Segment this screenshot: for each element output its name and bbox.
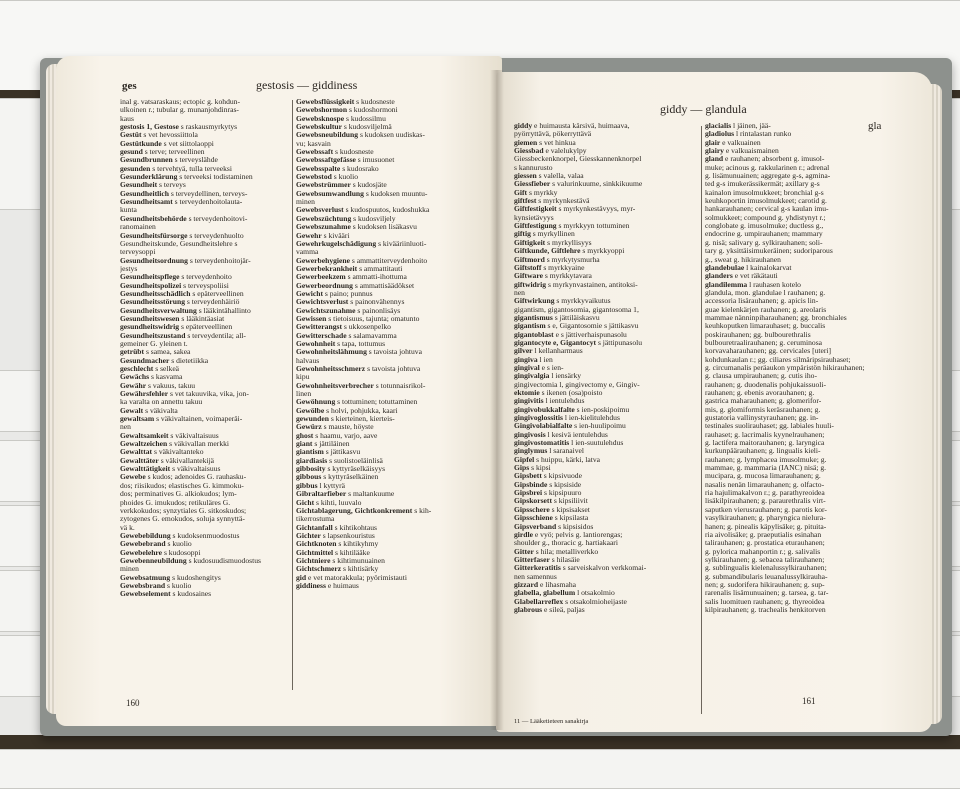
- entry-line: Giftwirkung s myrkkyvaikutus: [514, 297, 611, 306]
- entry-line: gingivostomatitis l ien-suutulehdus: [514, 439, 624, 448]
- entry-line: gingivosis l kesivä ientulehdus: [514, 430, 608, 439]
- entry-line: giddiness e huimaus: [296, 581, 359, 590]
- book-gutter: [490, 70, 504, 730]
- entry-line: gizzard e lihasmaha: [514, 580, 577, 589]
- entry-line: Gipsverband s kipsisidos: [514, 522, 594, 531]
- entry-line: gingiva l ien: [514, 355, 553, 364]
- entry-line: getrübt s samea, sakea: [120, 348, 191, 357]
- entry-line: ginglymus l saranaivel: [514, 447, 585, 456]
- running-head-left: gestosis — giddiness: [256, 78, 358, 92]
- entry-line: Gewölbe s holvi, pohjukka, kaari: [296, 406, 398, 415]
- entry-line: Gichtmittel s kihtilääke: [296, 548, 370, 557]
- entry-line: gingivobukkalfalte s ien-poskipoimu: [514, 405, 630, 414]
- entry-line: Gewehr s kivääri: [296, 231, 350, 240]
- entry-line: Gewitterangst s ukkosenpelko: [296, 323, 391, 332]
- entry-line: gingivectomia l, gingivectomy e, Gingiv-: [514, 380, 640, 389]
- entry-line: giardiasis s suolistoeläinlisä: [296, 456, 383, 465]
- entry-line: giddy e huimausta kärsivä, huimaava,: [514, 122, 630, 130]
- entry-line: rauhanen; g. duodenalis pohjukaissuoli-: [705, 380, 827, 389]
- entry-line: tikerrostuma: [296, 515, 335, 524]
- entry-line: gesunden s tervehtyä, tulla terveeksi: [120, 164, 232, 173]
- entry-line: Gesundbrunnen s terveyslähde: [120, 156, 218, 165]
- entry-line: Gewebskultur s kudosviljelmä: [296, 123, 392, 132]
- entry-line: Gestütkunde s vet siittolaoppi: [120, 139, 214, 148]
- entry-line: giemen s vet hinkua: [514, 138, 576, 147]
- entry-line: Gewebszunahme s kudoksen lisäkasvu: [296, 223, 417, 232]
- entry-line: Gesundheitsfürsorge s terveydenhuolto: [120, 231, 244, 240]
- entry-line: Gewebe s kudos; adenoides G. rauhasku-: [120, 473, 247, 482]
- entry-line: Gitterfaser s hilasäie: [514, 555, 580, 564]
- entry-line: Gesundheitskunde, Gesundheitslehre s: [120, 239, 238, 248]
- entry-line: g. lactifera maitorauhanen; g. laryngica: [705, 439, 825, 448]
- entry-line: s kannurusto: [514, 163, 553, 172]
- entry-line: gewaltsam s väkivaltainen, voimaperäi-: [120, 415, 243, 424]
- entry-line: Gewebsbrand s kuolio: [120, 581, 192, 590]
- entry-line: minen: [296, 198, 315, 207]
- entry-line: shoulder g., thoracic g. hartiakaari: [514, 539, 618, 548]
- entry-line: Gewichtsverlust s painonvähennys: [296, 298, 405, 307]
- entry-line: rauhanen; g. lymphacea imusolmuke; g.: [705, 455, 827, 464]
- entry-line: Gichtschmerz s kihtisärky: [296, 565, 379, 574]
- entry-line: giessen s valella, valaa: [514, 172, 584, 181]
- entry-line: glacialis l jäinen, jää-: [705, 122, 771, 130]
- right-page: [496, 72, 932, 732]
- entry-line: Gewohnheitsschmerz s tavoista johtuva: [296, 365, 421, 373]
- entry-line: gid e vet matorakkula; pyörimistauti: [296, 573, 407, 582]
- entry-line: Gipsbinde s kipsiside: [514, 480, 582, 489]
- entry-line: terveysoppi: [120, 248, 156, 257]
- entry-line: kipu: [296, 373, 310, 382]
- entry-line: Gewichtszunahme s painonlisäys: [296, 306, 401, 315]
- entry-line: Gewebsumwandlung s kudoksen muuntu-: [296, 189, 428, 198]
- entry-line: Gestüt s vet hevossiittola: [120, 131, 198, 140]
- entry-line: vä k.: [120, 523, 135, 532]
- entry-line: rauhaset; g. lacrimalis kyynelrauhanen;: [705, 430, 825, 439]
- entry-line: g. submandibularis leuanalussylkirauha-: [705, 572, 828, 581]
- entry-line: glabrous e sileä, paljas: [514, 605, 585, 614]
- entry-line: Gipsbrei s kipsipuuro: [514, 489, 582, 498]
- entry-line: saputken vierusrauhanen; g. parotis kor-: [705, 505, 827, 514]
- entry-line: Gesundheitsschädlich s epäterveellinen: [120, 289, 244, 298]
- entry-line: dos; perminatives G. alkiokudos; lym-: [120, 490, 237, 499]
- entry-line: hankarauhanen; cervical g-s kaulan imu-: [705, 205, 829, 214]
- entry-line: Gewohnheit s tapa, tottumus: [296, 339, 386, 348]
- entry-line: gibbous s kyttyräselkäinen: [296, 473, 379, 482]
- entry-line: Gipsbett s kipsivuode: [514, 472, 582, 481]
- entry-line: glandilemma l rauhasen kotelo: [705, 280, 801, 289]
- entry-line: vasylkirauhanen; g. pharyngica nielura-: [705, 514, 826, 523]
- entry-line: kurkunpäärauhanen; g. lingualis kieli-: [705, 447, 821, 456]
- entry-line: Gichtniere s kihtimunuainen: [296, 556, 385, 565]
- entry-line: glairy e valkuaismainen: [705, 147, 779, 156]
- entry-line: Giftkunde, Giftlehre s myrkkyoppi: [514, 247, 625, 256]
- entry-line: ulkoinen r.; tubular g. munanjohdinras-: [120, 106, 239, 115]
- entry-line: girdle e vyö; pelvis g. lantiorengas;: [514, 530, 623, 539]
- entry-line: g. clausa umpirauhanen; g. cutis iho-: [705, 372, 817, 381]
- entry-line: Gewebenneubildung s kudosuudismuodostus: [120, 556, 261, 565]
- entry-line: ted g-s imukerässikermät; axillary g-s: [705, 180, 820, 189]
- entry-line: verkkokudos; synzytiales G. sitkoskudos;: [120, 506, 247, 515]
- entry-line: nen: [120, 423, 131, 432]
- entry-line: Gewöhnung s tottuminen; totuttaminen: [296, 398, 418, 407]
- entry-line: halvaus: [296, 356, 320, 365]
- left-column-1: [120, 98, 288, 698]
- entry-line: gingivalgia l iensärky: [514, 372, 582, 381]
- entry-line: kunta: [120, 206, 137, 215]
- entry-line: Gewalttätigkeit s väkivaltaisuus: [120, 465, 221, 474]
- entry-line: Gewähr s vakuus, takuu: [120, 381, 196, 390]
- entry-line: Gipfel s huippu, kärki, latva: [514, 455, 601, 464]
- entry-line: jestys: [120, 264, 138, 273]
- entry-line: Gesundheitszustand s terveydentila; all-: [120, 331, 246, 340]
- entry-line: zytogenes G. emokudos, soluja synnyttä-: [120, 515, 245, 524]
- entry-line: Gesundheitsordnung s terveydenhoitojär-: [120, 256, 251, 265]
- entry-line: ria hajulimakalvon r.; g. parathyreoidea: [705, 489, 825, 498]
- blind-gap: [0, 735, 960, 749]
- entry-line: Gewebelehre s kudosoppi: [120, 548, 201, 557]
- entry-line: Giftigkeit s myrkyllisyys: [514, 238, 592, 247]
- entry-line: tary g. yksittäisimukeräinen; sudoriparous: [705, 247, 833, 256]
- entry-line: accessoria lisärauhanen; g. apicis lin-: [705, 297, 819, 306]
- entry-line: g. lisämunuainen; aggregate g-s, agmina-: [705, 172, 831, 181]
- entry-line: nen: [514, 288, 525, 297]
- entry-line: Gewebsknospe s kudossilmu: [296, 114, 386, 123]
- entry-line: g., sweat g. hikirauhanen: [705, 255, 781, 264]
- entry-line: talirauhanen; g. prostatica eturauhanen;: [705, 539, 825, 548]
- entry-line: Gewaltsamkeit s väkivaltaisuus: [120, 431, 219, 440]
- entry-line: Gewohnheitslähmung s tavoista johtuva: [296, 348, 422, 357]
- entry-line: keuhkoputken limarauhaset; g. buccalis: [705, 322, 826, 331]
- entry-line: Gewebebrand s kuolio: [120, 540, 192, 549]
- entry-line: Gesundheitsamt s terveydenhoitolauta-: [120, 198, 243, 207]
- entry-line: glabella, glabellum l otsakolmio: [514, 589, 615, 598]
- entry-line: muke; acinous g. rakkularinen r.; adrenal: [705, 163, 830, 172]
- entry-line: linen: [296, 390, 312, 399]
- entry-line: endocrine g. umpirauhanen; mammary: [705, 230, 823, 239]
- entry-line: sylkirauhanen; g. sebacea talirauhanen;: [705, 555, 825, 564]
- entry-line: mammae nänninpiharauhanen; gg. bronchiales: [705, 313, 847, 322]
- entry-line: gesund s terve; terveellinen: [120, 148, 205, 157]
- entry-line: Gichter s lapsenkouristus: [296, 531, 375, 540]
- entry-line: Gewicht s paino; punnus: [296, 289, 373, 298]
- entry-line: Gichtknoten s kihtikyhmy: [296, 540, 379, 549]
- guide-word-right: gla: [868, 120, 882, 132]
- entry-line: dos; riisikudos; elastisches G. kimmoku-: [120, 481, 244, 490]
- entry-line: gewunden s kierteinen, kierteis-: [296, 415, 395, 424]
- entry-line: Gewalttäter s väkivallantekijä: [120, 456, 215, 465]
- entry-line: nasalis nenän limarauhanen; g. olfacto-: [705, 480, 825, 489]
- entry-line: gastrica maharauhanen; g. glomerifor-: [705, 397, 822, 406]
- entry-line: Gingivolabialfalte s ien-huulipoimu: [514, 422, 626, 431]
- entry-line: Gewebebildung s kudoksenmuodostus: [120, 531, 240, 540]
- entry-line: gigantoblast e s jättiverhaispunasolu: [514, 330, 627, 339]
- entry-line: Gewächs s kasvama: [120, 373, 183, 382]
- entry-line: glanders e vet räkätauti: [705, 272, 778, 281]
- entry-line: Gesundheitsverwaltung s lääkintähallinto: [120, 306, 251, 315]
- entry-line: guae kielenkärjen rauhanen; g. areolaris: [705, 305, 827, 314]
- entry-line: Giessbad e valelukylpy: [514, 147, 587, 156]
- entry-line: Gewebszüchtung s kudosviljely: [296, 214, 396, 223]
- entry-line: Giftmord s myrkytysmurha: [514, 255, 600, 264]
- entry-line: kohdunkaulan r.; gg. ciliares silmäripsirauhaset;: [705, 355, 851, 364]
- right-column-2: [705, 122, 875, 716]
- entry-line: ranomainen: [120, 223, 156, 232]
- entry-line: gladiolus l rintalastan runko: [705, 130, 792, 139]
- window-blind-slat: [0, 749, 960, 789]
- entry-line: Gewebselement s kudosaines: [120, 590, 212, 599]
- entry-line: Gewebsatmung s kudoshengitys: [120, 573, 221, 582]
- entry-line: Gipsschiene s kipsilasta: [514, 514, 589, 523]
- entry-line: Gewalt s väkivalta: [120, 406, 178, 415]
- column-divider: [292, 100, 293, 690]
- entry-line: Giftfestigung s myrkkyyn tottuminen: [514, 222, 630, 231]
- entry-line: Gewerbeordnung s ammattisäädökset: [296, 281, 415, 290]
- entry-line: Gesundheitsbehörde s terveydenhoitovi-: [120, 214, 248, 223]
- entry-line: giantism s jättikasvu: [296, 448, 361, 457]
- entry-line: Gewalttat s väkivaltanteko: [120, 448, 204, 457]
- entry-line: kilpirauhanen; g. trachealis henkitorven: [705, 605, 826, 614]
- entry-line: gemeiner G. yleinen t.: [120, 339, 188, 348]
- entry-line: Gewährsfehler s vet takuuvika, vika, jon-: [120, 390, 249, 399]
- entry-line: phoides G. imukudos; retikuläres G.: [120, 498, 231, 507]
- entry-line: g. pylorica mahanportin r.; g. salivalis: [705, 547, 821, 556]
- entry-line: gingivitis l ientulehdus: [514, 397, 585, 406]
- entry-line: Gesundheitspflege s terveydenhoito: [120, 273, 232, 282]
- entry-line: Gichtablagerung, Gichtkonkrement s kih-: [296, 506, 432, 515]
- signature-line: 11 — Lääketieteen sanakirja: [514, 718, 589, 725]
- entry-line: nen samennus: [514, 572, 557, 581]
- entry-line: rarenalis lisämunuainen; g. tarsea, g. tar-: [705, 589, 829, 598]
- entry-line: inal g. vatsaraskaus; ectopic g. kohdun-: [120, 98, 240, 106]
- entry-line: lisäkilpirauhanen; g. paraurethralis virt-: [705, 497, 826, 506]
- entry-line: poskirauhanen; gg. bulbourethralis: [705, 330, 811, 339]
- entry-line: korvavaharauhanen; gg. cervicales [uteri]: [705, 347, 832, 356]
- entry-line: kynsietävyys: [514, 213, 554, 222]
- entry-line: gibbus l kyttyrä: [296, 481, 345, 490]
- entry-line: kainalon imusolmukkeet; bronchial g-s: [705, 188, 824, 197]
- entry-line: minen: [120, 565, 139, 574]
- entry-line: Gicht s kihti, luuvalo: [296, 498, 362, 507]
- entry-line: Gewerbekrankheit s ammattitauti: [296, 264, 403, 273]
- entry-line: giant s jättiläinen: [296, 440, 350, 449]
- entry-line: g. circumanalis peräaukon ympäristön hikirauhanen;: [705, 363, 865, 372]
- entry-line: Giessfieber s valurinkuume, sinkkikuume: [514, 180, 643, 189]
- entry-line: testinales suolirauhaset; gg. labiales huuli-: [705, 422, 834, 431]
- entry-line: mis, g. glomiformis keräsrauhanen; g.: [705, 405, 821, 414]
- entry-line: ria aivolisäke; g. praeputialis esinahan: [705, 530, 822, 539]
- entry-line: ka varalta on annettu takuu: [120, 398, 203, 407]
- entry-line: Gewebsverlust s kudospuutos, kudoshukka: [296, 206, 430, 215]
- entry-line: conglobate g. imusolmuke; ductless g.,: [705, 222, 824, 231]
- entry-line: Gewebssaftgefässe s imusuonet: [296, 156, 395, 165]
- entry-line: pyörryttävä, pökerryttävä: [514, 130, 592, 139]
- entry-line: Gitter s hila; metalliverkko: [514, 547, 599, 556]
- entry-line: gigantismus s jättiläiskasvu: [514, 313, 600, 322]
- entry-line: bulbouretraalirauhanen; g. ceruminosa: [705, 338, 823, 347]
- entry-line: Gewürz s mauste, höyste: [296, 423, 374, 432]
- entry-line: Gewitterschade s salamavamma: [296, 331, 397, 340]
- entry-line: glandula, mon. glandulae l rauhanen; g.: [705, 288, 826, 297]
- entry-line: Gichtanfall s kihtikohtaus: [296, 523, 378, 532]
- entry-line: gustatoria vallinystyrauhanen; gg. in-: [705, 414, 819, 423]
- entry-line: mucipara, g. mucosa limarauhanen; g.: [705, 472, 821, 481]
- entry-line: Giftstoff s myrkkyaine: [514, 263, 585, 272]
- entry-line: gingival e s ien-: [514, 363, 564, 372]
- entry-line: glandebulae l kainalokarvat: [705, 263, 792, 272]
- right-column-1: [514, 122, 698, 716]
- entry-line: gilver l kellanharmaus: [514, 347, 583, 356]
- entry-line: vu; kasvain: [296, 139, 331, 148]
- entry-line: geschlecht s selkeä: [120, 365, 180, 373]
- running-head-right: giddy — glandula: [660, 102, 747, 116]
- entry-line: Giftware s myrkkytavara: [514, 272, 592, 281]
- entry-line: Gitterkeratitis s sarveiskalvon verkkomai-: [514, 564, 647, 573]
- entry-line: rauhanen; g. ebenis avorauhanen; g.: [705, 389, 815, 397]
- entry-line: Gesundheitspolizei s terveyspoliisi: [120, 281, 229, 290]
- entry-line: nen; g. sudorifera hikirauhanen; g. sup-: [705, 580, 825, 589]
- entry-line: Gesundheit s terveys: [120, 181, 186, 190]
- entry-line: giftfest s myrkynkestävä: [514, 197, 590, 206]
- entry-line: g. sublingualis kielenalussylkirauhanen;: [705, 564, 827, 573]
- entry-line: Gesundheitsstörung s terveydenhäiriö: [120, 298, 240, 307]
- entry-line: Gipskorsett s kipsiliivit: [514, 497, 588, 506]
- entry-line: Giftfestigkeit s myrkynkestävyys, myr-: [514, 205, 636, 214]
- entry-line: Gewebshormon s kudoshormoni: [296, 106, 398, 115]
- entry-line: Gewebsneubildung s kudoksen uudiskas-: [296, 131, 425, 140]
- entry-line: solmukkeet; compound g. yhdistynyt r.;: [705, 213, 826, 222]
- entry-line: Glabellarreflex s otsakolmioheijaste: [514, 597, 627, 606]
- entry-line: Gewebstod s kuolio: [296, 173, 359, 182]
- entry-line: giftwidrig s myrkynvastainen, antitoksi-: [514, 280, 638, 289]
- entry-line: gingivoglossitis l ien-kielitulehdus: [514, 414, 620, 423]
- guide-word-left: ges: [122, 80, 137, 92]
- entry-line: Gewissen s tietoisuus, tajunta; omatunto: [296, 314, 420, 323]
- entry-line: gestosis 1, Gestose s raskausmyrkytys: [120, 123, 238, 132]
- entry-line: gigantocyte e, Gigantocyt s jättipunasolu: [514, 338, 643, 347]
- left-page: [56, 56, 502, 726]
- entry-line: hanen; g. pinealis käpylisäke; g. pituita-: [705, 522, 827, 531]
- entry-line: Gesundheitlich s terveydellinen, terveys-: [120, 189, 248, 198]
- entry-line: gesundheitswidrig s epäterveellinen: [120, 323, 233, 332]
- left-column-2: [296, 98, 476, 698]
- entry-line: Gewohnheitsverbrecher s totunnaisrikol-: [296, 381, 426, 390]
- entry-line: Gewehrkugelschädigung s kivääriinluoti-: [296, 239, 427, 248]
- page-number-right: 161: [802, 696, 816, 706]
- entry-line: Gesundheitswesen s lääkintäasiat: [120, 314, 225, 323]
- entry-line: mammae, g. mammaria (IANC) nisä; g.: [705, 464, 827, 473]
- entry-line: Gewebstrümmer s kudosjäte: [296, 181, 387, 190]
- entry-line: Gewebsflüssigkeit s kudosneste: [296, 98, 395, 106]
- entry-line: Gewebsspalte s kudosrako: [296, 164, 379, 173]
- entry-line: gibbosity s kyttyräselkäisyys: [296, 465, 386, 474]
- entry-line: ektomie s ikenen (osa)poisto: [514, 389, 603, 397]
- entry-line: Gewebssaft s kudosneste: [296, 148, 374, 157]
- entry-line: ghost s haamu, varjo, aave: [296, 431, 378, 440]
- entry-line: gigantism, gigantosomia, gigantosoma 1,: [514, 305, 639, 314]
- entry-line: Gips s kipsi: [514, 464, 551, 473]
- entry-line: Gewerbehygiene s ammattiterveydenhoito: [296, 256, 428, 265]
- entry-line: g. nisä; salivary g. sylkirauhanen; soli-: [705, 238, 823, 247]
- entry-line: Gift s myrkky: [514, 188, 558, 197]
- entry-line: Gewaltzeichen s väkivallan merkki: [120, 440, 230, 449]
- entry-line: gigantism s e, Gigantosomie s jättikasvu: [514, 322, 639, 331]
- entry-line: glair e valkuainen: [705, 138, 761, 147]
- entry-line: gland e rauhanen; absorbent g. imusol-: [705, 155, 825, 164]
- entry-line: giftig s myrkyllinen: [514, 230, 575, 239]
- entry-line: Gewerbeekzem s ammatti-ihottuma: [296, 273, 407, 282]
- entry-line: kaus: [120, 114, 134, 123]
- entry-line: Gesundmacher s dietetiikka: [120, 356, 209, 365]
- entry-line: salis luomituen rauhanen; g. thyreoidea: [705, 597, 825, 606]
- entry-line: Giessbeckenknorpel, Giesskannenknorpel: [514, 155, 642, 164]
- entry-line: Gibraltarfieber s maltankuume: [296, 490, 395, 499]
- entry-line: Gesunderklärung s terveeksi todistaminen: [120, 173, 253, 182]
- page-number-left: 160: [126, 698, 140, 708]
- entry-line: Gipsschere s kipsisakset: [514, 505, 590, 514]
- entry-line: keuhkoportin imusolmukkeet; carotid g.: [705, 197, 827, 206]
- column-divider: [701, 126, 702, 714]
- entry-line: vamma: [296, 248, 319, 257]
